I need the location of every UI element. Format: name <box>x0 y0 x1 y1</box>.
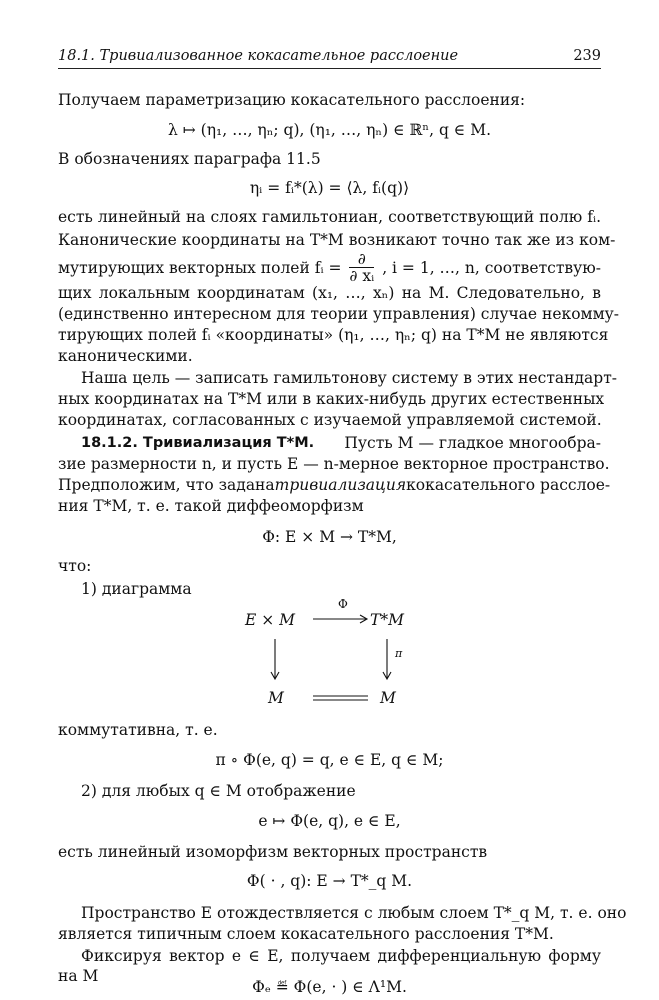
text-line: щих локальным координатам (x₁, …, xₙ) на M. Следовательно, в <box>58 284 601 302</box>
text-line: Фиксируя вектор e ∈ E, получаем дифференциальную форму <box>81 947 601 965</box>
text-fragment: Предположим, что задана <box>58 476 275 494</box>
text-line: является типичным слоем кокасательного расслоения T*M. <box>58 925 554 943</box>
formula: Φ: E × M → T*M, <box>262 528 397 546</box>
text-line: Пространство E отождествляется с любым слоем T*_q M, т. е. оно <box>81 904 627 922</box>
formula: λ ↦ (η₁, …, ηₙ; q), (η₁, …, ηₙ) ∈ ℝⁿ, q ∈ M. <box>168 121 491 139</box>
text-line: коммутативна, т. е. <box>58 721 218 739</box>
text-line: есть линейный на слоях гамильтониан, соответствующий полю fᵢ. <box>58 208 601 226</box>
arrow-down-icon <box>380 638 394 682</box>
diagram-node-m-left: M <box>268 689 284 707</box>
section-title: 18.1.2. Тривиализация T*M. <box>81 435 315 451</box>
text-line: каноническими. <box>58 347 193 365</box>
text-line: ния T*M, т. е. такой диффеоморфизм <box>58 497 364 515</box>
text-line: (единственно интересном для теории управления) случае некомму- <box>58 305 620 323</box>
diagram-node-cotangent: T*M <box>370 611 404 629</box>
text-line: Канонические координаты на T*M возникают точно так же из ком- <box>58 231 616 249</box>
diagram-label-phi: Φ <box>338 597 348 611</box>
arrow-right-icon <box>312 612 370 626</box>
fraction-denominator: ∂ xᵢ <box>349 267 375 285</box>
running-header <box>58 48 601 69</box>
diagram-node-e-times-m: E × M <box>245 611 296 629</box>
formula: e ↦ Φ(e, q), e ∈ E, <box>258 812 401 830</box>
text-fragment: Пусть M — гладкое многообра- <box>344 434 601 452</box>
text-line-with-fraction <box>58 251 601 284</box>
text-line: тирующих полей fᵢ «координаты» (η₁, …, ηₙ; q) на T*M не являются <box>58 326 609 344</box>
text-line: ных координатах на T*M или в каких-нибудь других естественных <box>58 390 605 408</box>
text-line: есть линейный изоморфизм векторных пространств <box>58 843 488 861</box>
formula: π ∘ Φ(e, q) = q, e ∈ E, q ∈ M; <box>215 751 444 769</box>
text-line: Получаем параметризацию кокасательного расслоения: <box>58 91 526 109</box>
text-line <box>58 475 611 495</box>
text-line: зие размерности n, и пусть E — n-мерное векторное пространство. <box>58 455 610 473</box>
diagram-node-m-right: M <box>380 689 396 707</box>
arrow-down-icon <box>268 638 282 682</box>
text-line: Наша цель — записать гамильтонову систему в этих нестандарт- <box>81 369 618 387</box>
formula: Φₑ ≝ Φ(e, · ) ∈ Λ¹M. <box>252 978 407 996</box>
fraction-numerator: ∂ <box>349 251 374 268</box>
running-title: 18.1. Тривиализованное кокасательное расслоение <box>58 48 459 64</box>
text-fragment: кокасательного расслое- <box>406 476 611 494</box>
diagram-label-pi: π <box>395 647 403 660</box>
text-line: что: <box>58 557 92 575</box>
text-line: 1) диаграмма <box>81 580 192 598</box>
text-line: координатах, согласованных с изучаемой управляемой системой. <box>58 411 602 429</box>
text-line: В обозначениях параграфа 11.5 <box>58 150 321 168</box>
page-number: 239 <box>573 48 601 64</box>
partial-derivative-fraction <box>349 251 374 284</box>
text-fragment: мутирующих векторных полей fᵢ = <box>58 258 342 277</box>
section-line <box>81 433 601 453</box>
text-line: на M <box>58 967 99 985</box>
text-line: 2) для любых q ∈ M отображение <box>81 782 356 800</box>
emphasis-term: тривиализация <box>274 476 407 494</box>
equality-icon <box>312 693 370 703</box>
formula: ηᵢ = fᵢ*(λ) = ⟨λ, fᵢ(q)⟩ <box>249 179 410 197</box>
text-fragment: , i = 1, …, n, соответствую- <box>382 258 601 277</box>
formula: Φ( · , q): E → T*_q M. <box>246 872 413 890</box>
